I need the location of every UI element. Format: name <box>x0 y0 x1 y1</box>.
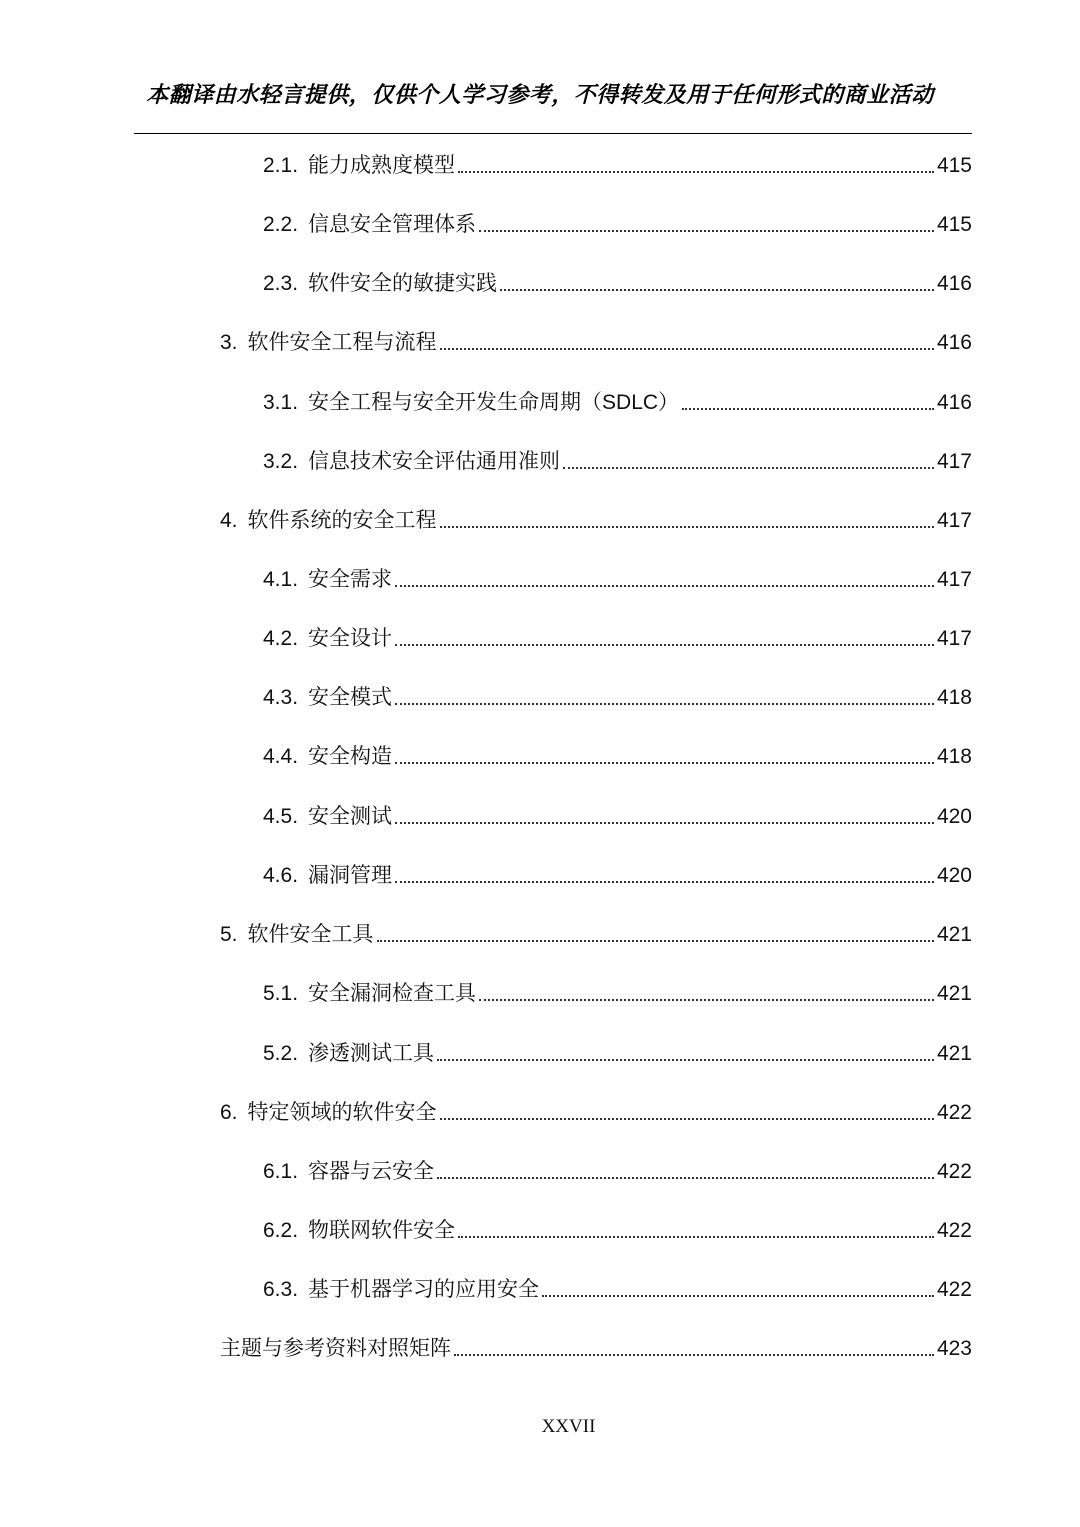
toc-entry[interactable] <box>263 1157 972 1187</box>
toc-entry-number: 3.2. <box>263 450 299 473</box>
dot-leader <box>395 762 934 764</box>
toc-entry-number: 4.4. <box>263 745 299 768</box>
dot-leader <box>437 1177 934 1179</box>
dot-leader <box>395 881 934 883</box>
toc-entry[interactable] <box>220 328 972 358</box>
toc-entry-title: 软件安全的敏捷实践 <box>308 272 498 295</box>
header-notice: 本翻译由水轻言提供，仅供个人学习参考，不得转发及用于任何形式的商业活动 <box>146 82 934 107</box>
toc-entry-page: 423 <box>936 1337 972 1360</box>
toc-entry[interactable] <box>263 1216 972 1246</box>
toc-entry-page: 422 <box>936 1160 972 1183</box>
toc-entry-title: 渗透测试工具 <box>308 1042 435 1065</box>
toc-entry-number: 3. <box>220 331 238 354</box>
toc-entry-title: 主题与参考资料对照矩阵 <box>220 1337 451 1360</box>
toc-entry[interactable] <box>263 447 972 477</box>
dot-leader <box>440 348 934 350</box>
toc-entry[interactable] <box>263 802 972 832</box>
toc-entry[interactable] <box>263 683 972 713</box>
toc-entry-title: 信息安全管理体系 <box>308 213 477 236</box>
dot-leader <box>458 171 934 173</box>
toc-entry-page: 422 <box>936 1219 972 1242</box>
dot-leader <box>479 999 934 1001</box>
toc-entry-title: 软件系统的安全工程 <box>247 509 437 532</box>
toc-entry-title: 安全工程与安全开发生命周期（SDLC） <box>308 391 680 414</box>
toc-entry[interactable] <box>263 388 972 418</box>
toc-entry[interactable] <box>263 565 972 595</box>
dot-leader <box>395 585 934 587</box>
toc-entry-number: 6. <box>220 1101 238 1124</box>
toc-entry-page: 415 <box>936 154 972 177</box>
toc-entry-number: 2.2. <box>263 213 299 236</box>
dot-leader <box>500 289 934 291</box>
toc-entry-number: 4.2. <box>263 627 299 650</box>
toc-entry-number: 6.2. <box>263 1219 299 1242</box>
toc-entry-page: 422 <box>936 1101 972 1124</box>
toc-entry-number: 4.1. <box>263 568 299 591</box>
toc-entry-number: 5. <box>220 923 238 946</box>
toc-entry-title: 安全漏洞检查工具 <box>308 982 477 1005</box>
toc-entry[interactable] <box>220 920 972 950</box>
dot-leader <box>395 822 934 824</box>
dot-leader <box>479 230 934 232</box>
toc-entry-page: 421 <box>936 982 972 1005</box>
page-number: XXVII <box>541 1416 596 1437</box>
toc-entry-title: 漏洞管理 <box>308 864 393 887</box>
toc-entry-title: 软件安全工具 <box>247 923 374 946</box>
toc-entry-title: 物联网软件安全 <box>308 1219 456 1242</box>
toc-entry-page: 418 <box>936 686 972 709</box>
toc-entry-page: 416 <box>936 391 972 414</box>
dot-leader <box>440 1118 934 1120</box>
toc-entry-number: 4.6. <box>263 864 299 887</box>
toc-entry-page: 420 <box>936 805 972 828</box>
toc-entry[interactable] <box>263 1039 972 1069</box>
toc-entry[interactable] <box>220 1334 972 1364</box>
toc-entry-page: 415 <box>936 213 972 236</box>
toc-entry-number: 4.5. <box>263 805 299 828</box>
toc-entry-number: 4.3. <box>263 686 299 709</box>
dot-leader <box>395 703 934 705</box>
toc-entry[interactable] <box>263 210 972 240</box>
toc-entry-number: 6.1. <box>263 1160 299 1183</box>
toc-entry-page: 420 <box>936 864 972 887</box>
toc-entry-number: 5.1. <box>263 982 299 1005</box>
toc-entry-number: 3.1. <box>263 391 299 414</box>
toc-entry-page: 417 <box>936 450 972 473</box>
dot-leader <box>563 467 934 469</box>
toc-entry-number: 6.3. <box>263 1278 299 1301</box>
toc-entry-number: 2.1. <box>263 154 299 177</box>
toc-entry[interactable] <box>263 979 972 1009</box>
toc-entry[interactable] <box>263 1275 972 1305</box>
toc-entry-title: 安全测试 <box>308 805 393 828</box>
toc-entry-page: 417 <box>936 568 972 591</box>
dot-leader <box>542 1295 934 1297</box>
toc-entry-number: 5.2. <box>263 1042 299 1065</box>
toc-entry[interactable] <box>263 151 972 181</box>
toc-entry-title: 容器与云安全 <box>308 1160 435 1183</box>
toc-entry-title: 信息技术安全评估通用准则 <box>308 450 561 473</box>
toc-entry[interactable] <box>263 269 972 299</box>
toc-entry-page: 421 <box>936 1042 972 1065</box>
toc-entry-number: 4. <box>220 509 238 532</box>
toc-entry[interactable] <box>263 861 972 891</box>
dot-leader <box>458 1236 934 1238</box>
toc-entry-title: 软件安全工程与流程 <box>247 331 437 354</box>
dot-leader <box>377 940 934 942</box>
toc-entry-title: 安全设计 <box>308 627 393 650</box>
toc-entry-page: 416 <box>936 272 972 295</box>
dot-leader <box>682 408 934 410</box>
toc-entry-number: 2.3. <box>263 272 299 295</box>
toc-entry-page: 421 <box>936 923 972 946</box>
header-divider <box>134 133 972 134</box>
toc-entry-page: 417 <box>936 509 972 532</box>
toc-entry-title: 能力成熟度模型 <box>308 154 456 177</box>
dot-leader <box>395 644 934 646</box>
toc-entry-title: 安全模式 <box>308 686 393 709</box>
toc-entry-title: 基于机器学习的应用安全 <box>308 1278 540 1301</box>
dot-leader <box>437 1059 934 1061</box>
dot-leader <box>440 526 934 528</box>
toc-entry-page: 418 <box>936 745 972 768</box>
dot-leader <box>454 1354 934 1356</box>
toc-entry-title: 安全构造 <box>308 745 393 768</box>
toc-entry[interactable] <box>220 506 972 536</box>
toc-entry-title: 特定领域的软件安全 <box>247 1101 437 1124</box>
toc-entry[interactable] <box>263 624 972 654</box>
toc-entry-page: 417 <box>936 627 972 650</box>
toc-entry[interactable] <box>220 1098 972 1128</box>
toc-entry[interactable] <box>263 742 972 772</box>
toc-entry-page: 422 <box>936 1278 972 1301</box>
toc-entry-page: 416 <box>936 331 972 354</box>
toc-entry-title: 安全需求 <box>308 568 393 591</box>
